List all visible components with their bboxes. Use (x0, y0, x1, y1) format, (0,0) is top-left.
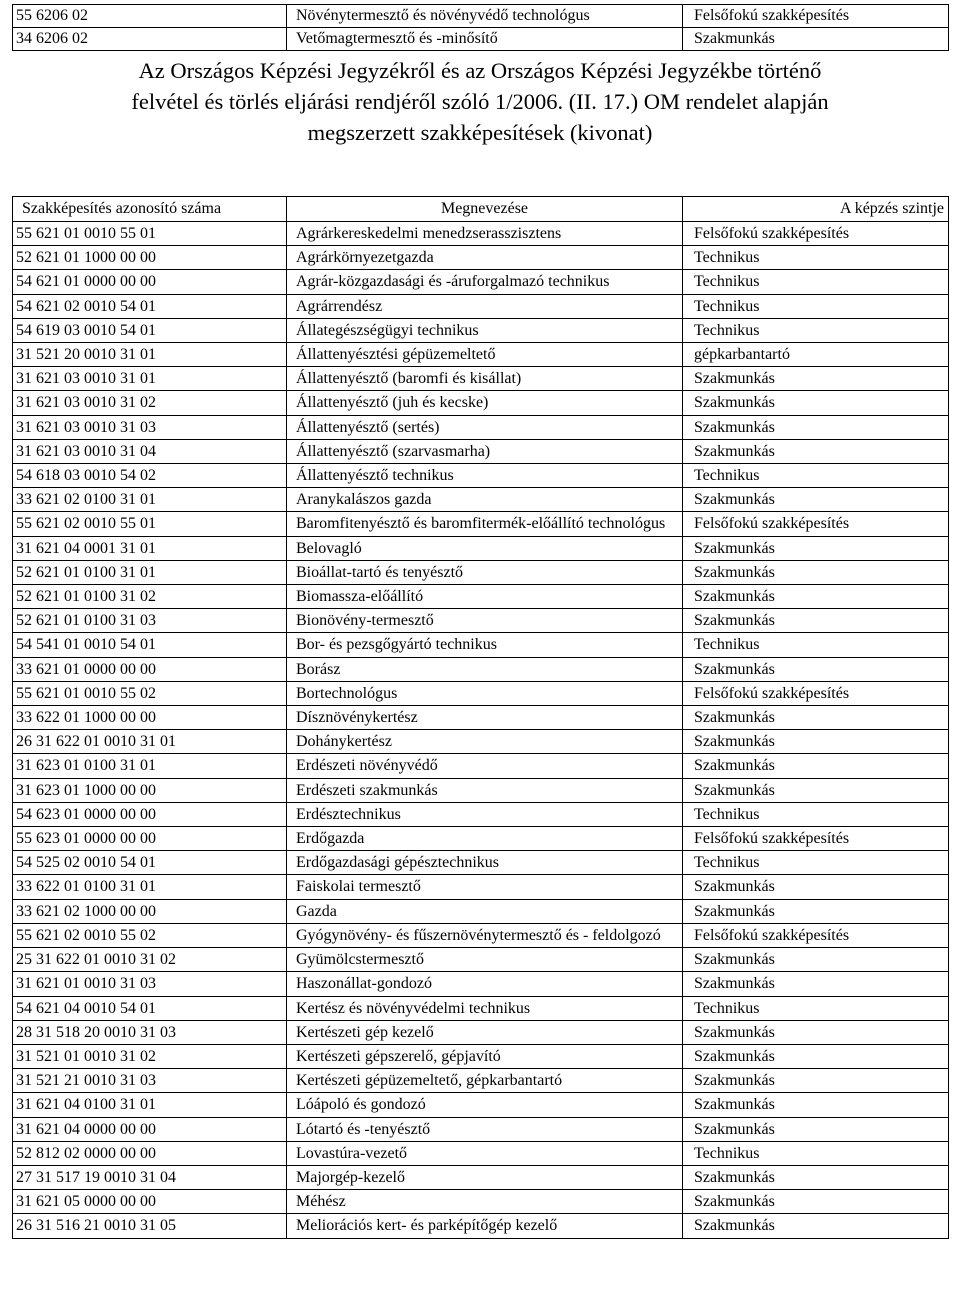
code-cell: 31 621 05 0000 00 00 (13, 1190, 287, 1214)
table-row (13, 1093, 949, 1117)
code-cell: 31 621 04 0001 31 01 (13, 536, 287, 560)
code-cell: 31 623 01 0100 31 01 (13, 754, 287, 778)
name-cell: Erdészeti növényvédő (287, 754, 683, 778)
table-row (13, 1190, 949, 1214)
code-cell: 33 622 01 1000 00 00 (13, 706, 287, 730)
table-row (13, 851, 949, 875)
code-cell: 31 521 01 0010 31 02 (13, 1044, 287, 1068)
level-cell: Technikus (683, 318, 949, 342)
table-row (13, 270, 949, 294)
table-row (13, 1165, 949, 1189)
name-cell: Erdészeti szakmunkás (287, 778, 683, 802)
level-cell: Szakmunkás (683, 1117, 949, 1141)
name-cell: Lóápoló és gondozó (287, 1093, 683, 1117)
level-cell: Technikus (683, 1141, 949, 1165)
level-cell: Szakmunkás (683, 415, 949, 439)
level-cell: Szakmunkás (683, 730, 949, 754)
code-cell: 33 622 01 0100 31 01 (13, 875, 287, 899)
level-cell: Szakmunkás (683, 899, 949, 923)
level-cell: Felsőfokú szakképesítés (683, 827, 949, 851)
code-cell: 33 621 01 0000 00 00 (13, 657, 287, 681)
table-row (13, 657, 949, 681)
level-cell: Technikus (683, 996, 949, 1020)
code-cell: 55 621 01 0010 55 02 (13, 681, 287, 705)
name-cell: Erdőgazdasági gépésztechnikus (287, 851, 683, 875)
code-cell: 33 621 02 1000 00 00 (13, 899, 287, 923)
code-cell: 26 31 622 01 0010 31 01 (13, 730, 287, 754)
level-cell: Felsőfokú szakképesítés (683, 512, 949, 536)
table-row (13, 1069, 949, 1093)
table-row (13, 1044, 949, 1068)
qualifications-table-body (13, 222, 949, 1239)
header-level: A képzés szintje (683, 197, 949, 222)
code-cell: 54 621 01 0000 00 00 (13, 270, 287, 294)
code-cell: 31 621 03 0010 31 01 (13, 367, 287, 391)
table-header-row (13, 197, 949, 222)
continuation-table (12, 4, 949, 51)
table-row (13, 536, 949, 560)
name-cell: Állattenyésztő (sertés) (287, 415, 683, 439)
name-cell: Aranykalászos gazda (287, 488, 683, 512)
name-cell: Agrár-közgazdasági és -áruforgalmazó technikus (287, 270, 683, 294)
name-cell: Lovastúra-vezető (287, 1141, 683, 1165)
name-cell: Kertészeti gép kezelő (287, 1020, 683, 1044)
name-cell: Dísznövénykertész (287, 706, 683, 730)
level-cell: Szakmunkás (683, 1093, 949, 1117)
level-cell: Szakmunkás (683, 488, 949, 512)
table-row (13, 923, 949, 947)
table-row (13, 318, 949, 342)
code-cell: 25 31 622 01 0010 31 02 (13, 948, 287, 972)
name-cell: Lótartó és -tenyésztő (287, 1117, 683, 1141)
level-cell: Szakmunkás (683, 560, 949, 584)
table-row (13, 706, 949, 730)
code-cell: 52 621 01 1000 00 00 (13, 246, 287, 270)
level-cell: Felsőfokú szakképesítés (683, 923, 949, 947)
table-row (13, 972, 949, 996)
code-cell: 55 621 02 0010 55 02 (13, 923, 287, 947)
header-name: Megnevezése (287, 197, 683, 222)
code-cell: 31 621 03 0010 31 03 (13, 415, 287, 439)
name-cell: Agrárkereskedelmi menedzserasszisztens (287, 222, 683, 246)
table-row (13, 367, 949, 391)
table-row (13, 391, 949, 415)
table-row (13, 488, 949, 512)
table-row (13, 343, 949, 367)
level-cell: Szakmunkás (683, 706, 949, 730)
title-line-3: megszerzett szakképesítések (kivonat) (307, 120, 653, 145)
code-cell: 33 621 02 0100 31 01 (13, 488, 287, 512)
level-cell: Szakmunkás (683, 1069, 949, 1093)
level-cell: Technikus (683, 294, 949, 318)
level-cell: Szakmunkás (683, 28, 949, 51)
table-row (13, 730, 949, 754)
name-cell: Agrárkörnyezetgazda (287, 246, 683, 270)
table-row (13, 512, 949, 536)
name-cell: Állattenyésztő (szarvasmarha) (287, 439, 683, 463)
name-cell: Méhész (287, 1190, 683, 1214)
code-cell: 27 31 517 19 0010 31 04 (13, 1165, 287, 1189)
code-cell: 52 621 01 0100 31 01 (13, 560, 287, 584)
level-cell: Szakmunkás (683, 948, 949, 972)
name-cell: Állattenyésztési gépüzemeltető (287, 343, 683, 367)
level-cell: Felsőfokú szakképesítés (683, 681, 949, 705)
level-cell: Szakmunkás (683, 1020, 949, 1044)
level-cell: Szakmunkás (683, 439, 949, 463)
table-row (13, 778, 949, 802)
level-cell: Szakmunkás (683, 367, 949, 391)
code-cell: 34 6206 02 (13, 28, 287, 51)
level-cell: gépkarbantartó (683, 343, 949, 367)
name-cell: Agrárrendész (287, 294, 683, 318)
name-cell: Kertészeti gépszerelő, gépjavító (287, 1044, 683, 1068)
code-cell: 31 621 03 0010 31 02 (13, 391, 287, 415)
code-cell: 31 621 04 0000 00 00 (13, 1117, 287, 1141)
table-row (13, 1020, 949, 1044)
level-cell: Szakmunkás (683, 972, 949, 996)
code-cell: 52 812 02 0000 00 00 (13, 1141, 287, 1165)
level-cell: Szakmunkás (683, 875, 949, 899)
code-cell: 54 618 03 0010 54 02 (13, 464, 287, 488)
level-cell: Szakmunkás (683, 1165, 949, 1189)
table-row (13, 222, 949, 246)
table-row (13, 585, 949, 609)
code-cell: 54 619 03 0010 54 01 (13, 318, 287, 342)
code-cell: 54 525 02 0010 54 01 (13, 851, 287, 875)
name-cell: Meliorációs kert- és parképítőgép kezelő (287, 1214, 683, 1238)
table-row (13, 1117, 949, 1141)
level-cell: Szakmunkás (683, 585, 949, 609)
title-line-1: Az Országos Képzési Jegyzékről és az Országos Képzési Jegyzékbe történő (138, 58, 822, 83)
qualifications-table (12, 196, 949, 1239)
code-cell: 54 621 02 0010 54 01 (13, 294, 287, 318)
name-cell: Állattenyésztő (baromfi és kisállat) (287, 367, 683, 391)
name-cell: Kertészeti gépüzemeltető, gépkarbantartó (287, 1069, 683, 1093)
level-cell: Technikus (683, 633, 949, 657)
header-code: Szakképesítés azonosító száma (13, 197, 287, 222)
table-row (13, 996, 949, 1020)
table-row (13, 28, 949, 51)
level-cell: Szakmunkás (683, 1190, 949, 1214)
level-cell: Szakmunkás (683, 1214, 949, 1238)
table-row (13, 802, 949, 826)
table-row (13, 899, 949, 923)
table-row (13, 246, 949, 270)
name-cell: Faiskolai termesztő (287, 875, 683, 899)
name-cell: Bioállat-tartó és tenyésztő (287, 560, 683, 584)
code-cell: 31 521 20 0010 31 01 (13, 343, 287, 367)
level-cell: Szakmunkás (683, 778, 949, 802)
table-row (13, 875, 949, 899)
name-cell: Állattenyésztő technikus (287, 464, 683, 488)
level-cell: Technikus (683, 246, 949, 270)
code-cell: 55 623 01 0000 00 00 (13, 827, 287, 851)
table-row (13, 609, 949, 633)
name-cell: Bionövény-termesztő (287, 609, 683, 633)
code-cell: 26 31 516 21 0010 31 05 (13, 1214, 287, 1238)
table-row (13, 294, 949, 318)
code-cell: 31 621 03 0010 31 04 (13, 439, 287, 463)
name-cell: Állattenyésztő (juh és kecske) (287, 391, 683, 415)
table-row (13, 1141, 949, 1165)
name-cell: Borász (287, 657, 683, 681)
name-cell: Vetőmagtermesztő és -minősítő (287, 28, 683, 51)
name-cell: Majorgép-kezelő (287, 1165, 683, 1189)
code-cell: 55 6206 02 (13, 5, 287, 28)
name-cell: Gazda (287, 899, 683, 923)
table-row (13, 827, 949, 851)
table-row (13, 464, 949, 488)
code-cell: 31 621 04 0100 31 01 (13, 1093, 287, 1117)
name-cell: Dohánykertész (287, 730, 683, 754)
name-cell: Erdésztechnikus (287, 802, 683, 826)
name-cell: Haszonállat-gondozó (287, 972, 683, 996)
level-cell: Szakmunkás (683, 391, 949, 415)
name-cell: Gyógynövény- és fűszernövénytermesztő és - feldolgozó (287, 923, 683, 947)
code-cell: 31 623 01 1000 00 00 (13, 778, 287, 802)
table-row (13, 560, 949, 584)
table-row (13, 633, 949, 657)
document-title (0, 55, 960, 148)
code-cell: 52 621 01 0100 31 03 (13, 609, 287, 633)
level-cell: Technikus (683, 851, 949, 875)
level-cell: Szakmunkás (683, 609, 949, 633)
name-cell: Állategészségügyi technikus (287, 318, 683, 342)
table-row (13, 948, 949, 972)
name-cell: Növénytermesztő és növényvédő technológus (287, 5, 683, 28)
code-cell: 52 621 01 0100 31 02 (13, 585, 287, 609)
name-cell: Erdőgazda (287, 827, 683, 851)
name-cell: Bortechnológus (287, 681, 683, 705)
level-cell: Technikus (683, 802, 949, 826)
code-cell: 55 621 02 0010 55 01 (13, 512, 287, 536)
name-cell: Bor- és pezsgőgyártó technikus (287, 633, 683, 657)
level-cell: Szakmunkás (683, 657, 949, 681)
code-cell: 54 621 04 0010 54 01 (13, 996, 287, 1020)
title-line-2: felvétel és törlés eljárási rendjéről szóló 1/2006. (II. 17.) OM rendelet alapján (131, 89, 829, 114)
table-row (13, 1214, 949, 1238)
level-cell: Szakmunkás (683, 1044, 949, 1068)
code-cell: 55 621 01 0010 55 01 (13, 222, 287, 246)
level-cell: Szakmunkás (683, 754, 949, 778)
code-cell: 54 623 01 0000 00 00 (13, 802, 287, 826)
code-cell: 31 521 21 0010 31 03 (13, 1069, 287, 1093)
level-cell: Felsőfokú szakképesítés (683, 222, 949, 246)
table-row (13, 439, 949, 463)
table-row (13, 681, 949, 705)
code-cell: 54 541 01 0010 54 01 (13, 633, 287, 657)
table-row (13, 415, 949, 439)
name-cell: Kertész és növényvédelmi technikus (287, 996, 683, 1020)
level-cell: Technikus (683, 464, 949, 488)
name-cell: Gyümölcstermesztő (287, 948, 683, 972)
continuation-table-body (13, 5, 949, 51)
code-cell: 28 31 518 20 0010 31 03 (13, 1020, 287, 1044)
name-cell: Baromfitenyésztő és baromfitermék-előállító technológus (287, 512, 683, 536)
name-cell: Biomassza-előállító (287, 585, 683, 609)
table-row (13, 5, 949, 28)
level-cell: Felsőfokú szakképesítés (683, 5, 949, 28)
code-cell: 31 621 01 0010 31 03 (13, 972, 287, 996)
name-cell: Belovagló (287, 536, 683, 560)
level-cell: Szakmunkás (683, 536, 949, 560)
level-cell: Technikus (683, 270, 949, 294)
table-row (13, 754, 949, 778)
